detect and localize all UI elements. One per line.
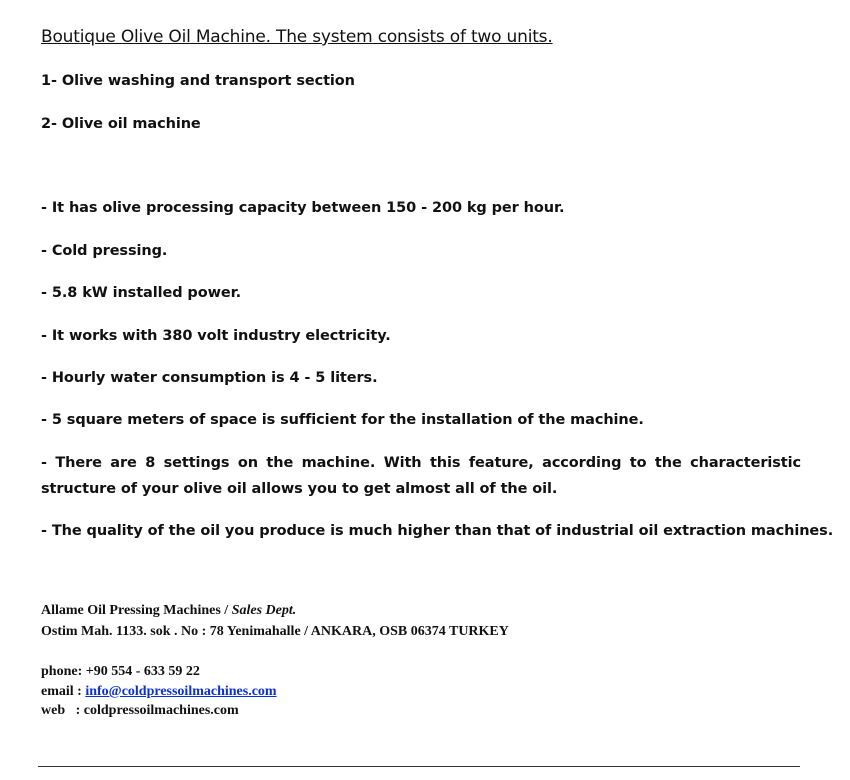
feature-item: - The quality of the oil you produce is much higher than that of industrial oil extraction machines. — [41, 523, 834, 539]
feature-item: - Hourly water consumption is 4 - 5 liters. — [41, 370, 378, 386]
department-name: Sales Dept. — [231, 603, 297, 618]
feature-item: - Cold pressing. — [41, 243, 168, 259]
unit-item: 2- Olive oil machine — [41, 116, 201, 132]
email-label: email : — [41, 684, 82, 699]
web-line: web : coldpressoilmachines.com — [41, 703, 239, 718]
unit-item: 1- Olive washing and transport section — [41, 73, 355, 89]
company-name: Allame Oil Pressing Machines / — [41, 603, 229, 618]
feature-item: - It works with 380 volt industry electricity. — [41, 328, 391, 344]
footer-divider — [38, 766, 800, 767]
feature-item: - 5 square meters of space is sufficient for the installation of the machine. — [41, 412, 644, 428]
feature-item: - It has olive processing capacity between 150 - 200 kg per hour. — [41, 200, 565, 216]
feature-item: - 5.8 kW installed power. — [41, 285, 241, 301]
document-title: Boutique Olive Oil Machine. The system consists of two units. — [41, 27, 553, 47]
feature-item: - There are 8 settings on the machine. With this feature, according to the characteristic structure of your olive oil allows you to get almost all of the oil. — [41, 455, 801, 497]
address-line: Ostim Mah. 1133. sok . No : 78 Yenimahalle / ANKARA, OSB 06374 TURKEY — [41, 624, 509, 639]
email-line — [41, 684, 277, 700]
phone-line: phone: +90 554 - 633 59 22 — [41, 664, 200, 679]
company-line — [41, 603, 296, 619]
email-link[interactable]: info@coldpressoilmachines.com — [85, 684, 277, 699]
